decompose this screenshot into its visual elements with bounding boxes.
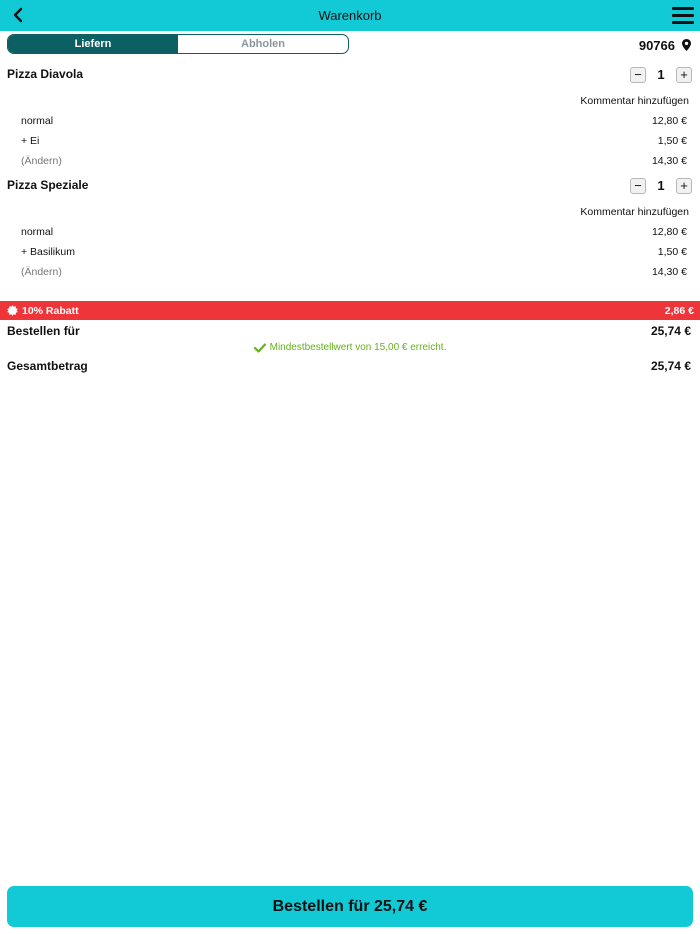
discount-badge-icon bbox=[7, 305, 18, 316]
tab-deliver[interactable]: Liefern bbox=[8, 35, 178, 53]
discount-label: 10% Rabatt bbox=[22, 304, 79, 317]
hamburger-icon bbox=[672, 7, 694, 10]
list-item bbox=[21, 155, 687, 167]
zip-code: 90766 bbox=[638, 37, 675, 53]
line-price: 1,50 € bbox=[657, 135, 687, 147]
decrease-button[interactable]: − bbox=[630, 178, 646, 194]
cart-item-name: Pizza Speziale bbox=[7, 178, 89, 192]
quantity-value: 1 bbox=[657, 67, 665, 82]
order-for-row bbox=[7, 324, 691, 338]
line-label: + Ei bbox=[21, 135, 40, 147]
list-item bbox=[21, 246, 687, 258]
increase-button[interactable]: + bbox=[676, 178, 692, 194]
discount-amount: 2,86 € bbox=[664, 304, 694, 317]
min-order-note bbox=[0, 342, 700, 353]
list-item bbox=[21, 115, 687, 127]
line-label: normal bbox=[21, 115, 54, 127]
total-label: Gesamtbetrag bbox=[7, 359, 88, 373]
tab-pickup[interactable]: Abholen bbox=[241, 38, 285, 50]
list-item bbox=[21, 226, 687, 238]
checkmark-icon bbox=[254, 343, 266, 353]
line-price: 12,80 € bbox=[651, 115, 687, 127]
list-item bbox=[21, 266, 687, 278]
item-subtotal: 14,30 € bbox=[651, 266, 687, 278]
total-row bbox=[7, 359, 691, 373]
location-zip[interactable] bbox=[639, 35, 691, 55]
list-item bbox=[21, 135, 687, 147]
cart-item-name: Pizza Diavola bbox=[7, 67, 84, 81]
top-bar bbox=[0, 0, 700, 31]
discount-bar bbox=[0, 301, 700, 320]
line-price: 12,80 € bbox=[651, 226, 687, 238]
quantity-stepper bbox=[630, 177, 692, 194]
decrease-button[interactable]: − bbox=[630, 67, 646, 83]
menu-button[interactable] bbox=[672, 4, 694, 26]
edit-item-link[interactable]: (Ändern) bbox=[21, 155, 62, 167]
total-amount: 25,74 € bbox=[650, 359, 691, 373]
page-title: Warenkorb bbox=[318, 8, 382, 23]
delivery-mode-toggle bbox=[7, 34, 349, 54]
line-price: 1,50 € bbox=[657, 246, 687, 258]
add-comment-link[interactable]: Kommentar hinzufügen bbox=[580, 206, 689, 218]
min-order-text: Mindestbestellwert von 15,00 € erreicht. bbox=[269, 342, 447, 353]
line-label: + Basilikum bbox=[21, 246, 75, 258]
quantity-stepper bbox=[630, 66, 692, 83]
item-subtotal: 14,30 € bbox=[651, 155, 687, 167]
quantity-value: 1 bbox=[657, 178, 665, 193]
order-for-amount: 25,74 € bbox=[650, 324, 691, 338]
edit-item-link[interactable]: (Ändern) bbox=[21, 266, 62, 278]
order-for-label: Bestellen für bbox=[7, 324, 80, 338]
add-comment-link[interactable]: Kommentar hinzufügen bbox=[580, 95, 689, 107]
increase-button[interactable]: + bbox=[676, 67, 692, 83]
map-pin-icon bbox=[682, 39, 691, 51]
place-order-button[interactable]: Bestellen für 25,74 € bbox=[7, 886, 693, 927]
line-label: normal bbox=[21, 226, 54, 238]
